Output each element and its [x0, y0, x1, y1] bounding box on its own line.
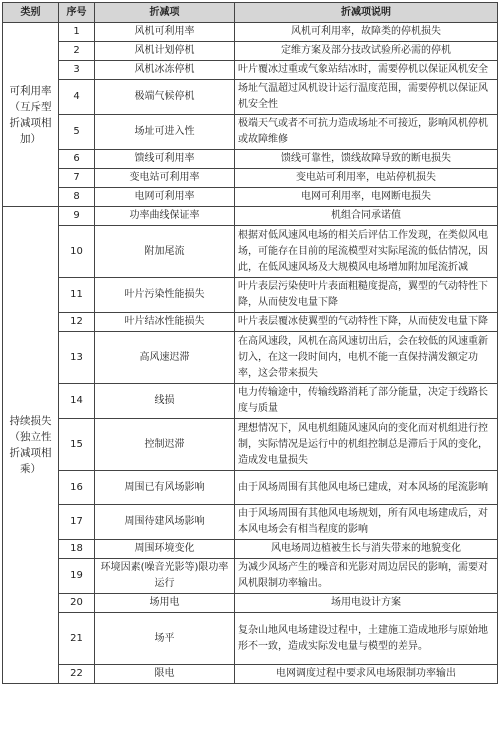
table-row	[3, 42, 498, 61]
loss-item: 功率曲线保证率	[95, 207, 235, 226]
row-number: 1	[59, 23, 95, 42]
table-row	[3, 505, 498, 540]
loss-description: 馈线可靠性，馈线故障导致的断电损失	[235, 150, 498, 169]
header-item: 折减项	[95, 3, 235, 23]
loss-description: 理想情况下，风电机组随风速风向的变化而对机组进行控制，实际情况是运行中的机组控制总是滞后于风的变化，造成发电量损失	[235, 419, 498, 471]
loss-item: 叶片污染性能损失	[95, 278, 235, 313]
loss-item: 周围已有风场影响	[95, 471, 235, 505]
row-number: 4	[59, 80, 95, 115]
loss-item: 极端气候停机	[95, 80, 235, 115]
header-category: 类别	[3, 3, 59, 23]
table-row	[3, 313, 498, 332]
loss-item: 周围待建风场影响	[95, 505, 235, 540]
loss-description: 电网可利用率，电网断电损失	[235, 188, 498, 207]
loss-item: 周围环境变化	[95, 540, 235, 559]
loss-description: 叶片表层覆冰使翼型的气动特性下降，从而使发电量下降	[235, 313, 498, 332]
loss-item: 线损	[95, 384, 235, 419]
table-row	[3, 594, 498, 613]
row-number: 12	[59, 313, 95, 332]
table-row	[3, 332, 498, 384]
table-row	[3, 80, 498, 115]
header-row	[3, 3, 498, 23]
loss-description: 定维方案及部分技改试验所必需的停机	[235, 42, 498, 61]
row-number: 9	[59, 207, 95, 226]
loss-description: 在高风速段，风机在高风速切出后，会在较低的风速重新切入，在这一段时间内，电机不能一直保持满发额定功率，这会带来损失	[235, 332, 498, 384]
loss-item: 场平	[95, 613, 235, 665]
loss-item: 控制迟滞	[95, 419, 235, 471]
loss-item: 风机可利用率	[95, 23, 235, 42]
table-row	[3, 613, 498, 665]
loss-description: 极端天气或者不可抗力造成场址不可接近，影响风机停机或故障维修	[235, 115, 498, 150]
header-number: 序号	[59, 3, 95, 23]
loss-description: 根据对低风速风电场的相关后评估工作发现，在类似风电场，可能存在目前的尾流模型对实际尾流的低估情况，因此，在低风速风场及大规模风电场增加附加尾流折减	[235, 226, 498, 278]
loss-description: 电网调度过程中要求风电场限制功率输出	[235, 665, 498, 684]
table-row	[3, 471, 498, 505]
row-number: 18	[59, 540, 95, 559]
loss-description: 场址气温超过风机设计运行温度范围，需要停机以保证风机安全性	[235, 80, 498, 115]
category-cell: 持续损失（独立性折减项相乘）	[3, 207, 59, 684]
loss-description: 机组合同承诺值	[235, 207, 498, 226]
table-row	[3, 23, 498, 42]
loss-description: 变电站可利用率，电站停机损失	[235, 169, 498, 188]
loss-description: 复杂山地风电场建设过程中，土建施工造成地形与原始地形不一致，造成实际发电量与模型的差异。	[235, 613, 498, 665]
row-number: 21	[59, 613, 95, 665]
table-row	[3, 419, 498, 471]
loss-description: 场用电设计方案	[235, 594, 498, 613]
table-row	[3, 384, 498, 419]
loss-description: 风机可利用率，故障类的停机损失	[235, 23, 498, 42]
row-number: 6	[59, 150, 95, 169]
row-number: 16	[59, 471, 95, 505]
loss-table	[2, 2, 498, 684]
row-number: 11	[59, 278, 95, 313]
loss-item: 场址可进入性	[95, 115, 235, 150]
row-number: 14	[59, 384, 95, 419]
loss-item: 电网可利用率	[95, 188, 235, 207]
row-number: 8	[59, 188, 95, 207]
table-row	[3, 61, 498, 80]
loss-description: 电力传输途中，传输线路消耗了部分能量，决定于线路长度与质量	[235, 384, 498, 419]
loss-item: 风机冰冻停机	[95, 61, 235, 80]
loss-description: 叶片覆冰过重或气象站结冰时，需要停机以保证风机安全	[235, 61, 498, 80]
row-number: 5	[59, 115, 95, 150]
row-number: 2	[59, 42, 95, 61]
table-row	[3, 207, 498, 226]
row-number: 19	[59, 559, 95, 594]
table-row	[3, 665, 498, 684]
row-number: 15	[59, 419, 95, 471]
loss-description: 由于风场周围有其他风电场已建成，对本风场的尾流影响	[235, 471, 498, 505]
loss-description: 叶片表层污染使叶片表面粗糙度提高，翼型的气动特性下降，从而使发电量下降	[235, 278, 498, 313]
table-row	[3, 540, 498, 559]
loss-item: 场用电	[95, 594, 235, 613]
row-number: 13	[59, 332, 95, 384]
loss-item: 变电站可利用率	[95, 169, 235, 188]
table-row	[3, 188, 498, 207]
row-number: 20	[59, 594, 95, 613]
loss-description: 为减少风场产生的噪音和光影对周边居民的影响，需要对风机限制功率输出。	[235, 559, 498, 594]
row-number: 22	[59, 665, 95, 684]
loss-item: 风机计划停机	[95, 42, 235, 61]
table-row	[3, 150, 498, 169]
table-row	[3, 226, 498, 278]
loss-item: 馈线可利用率	[95, 150, 235, 169]
row-number: 7	[59, 169, 95, 188]
loss-item: 环境因素(噪音光影等)限功率运行	[95, 559, 235, 594]
header-description: 折减项说明	[235, 3, 498, 23]
table-row	[3, 278, 498, 313]
loss-item: 高风速迟滞	[95, 332, 235, 384]
row-number: 10	[59, 226, 95, 278]
table-row	[3, 115, 498, 150]
loss-item: 叶片结冰性能损失	[95, 313, 235, 332]
category-cell: 可利用率（互斥型折减项相加）	[3, 23, 59, 207]
row-number: 3	[59, 61, 95, 80]
row-number: 17	[59, 505, 95, 540]
loss-item: 附加尾流	[95, 226, 235, 278]
loss-description: 风电场周边植被生长与消失带来的地貌变化	[235, 540, 498, 559]
table-row	[3, 559, 498, 594]
loss-item: 限电	[95, 665, 235, 684]
table-row	[3, 169, 498, 188]
loss-description: 由于风场周围有其他风电场规划，所有风电场建成后，对本风电场会有相当程度的影响	[235, 505, 498, 540]
